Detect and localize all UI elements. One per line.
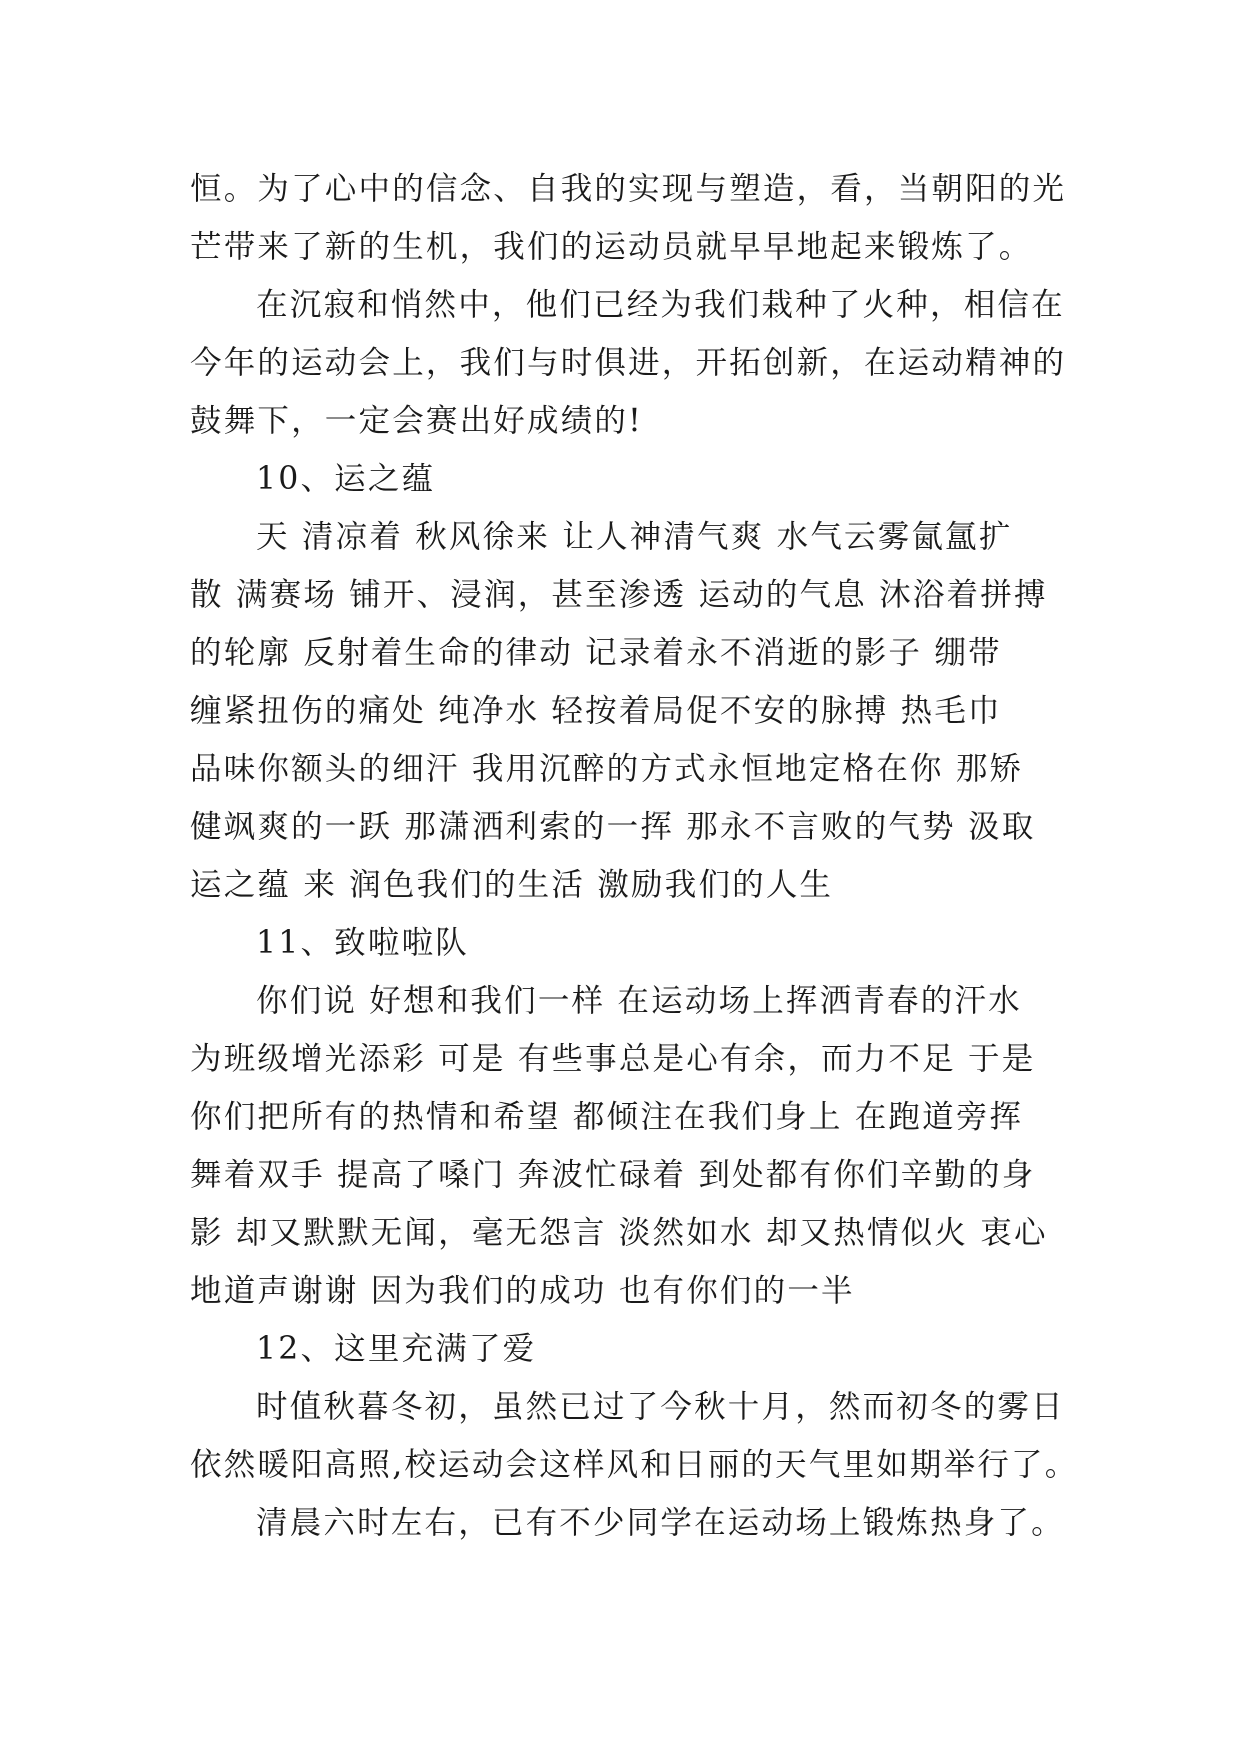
text-line: 芒带来了新的生机，我们的运动员就早早地起来锻炼了。 [190,229,1033,265]
paragraph [190,972,1080,1320]
text-line: 你们说 好想和我们一样 在运动场上挥洒青春的汗水 [256,983,1022,1019]
paragraph [190,508,1080,914]
section-heading [190,450,1080,508]
text-line: 恒。为了心中的信念、自我的实现与塑造，看，当朝阳的光 [190,171,1067,207]
text-line: 地道声谢谢 因为我们的成功 也有你们的一半 [190,1273,855,1309]
text-line: 运之蕴 来 润色我们的生活 激励我们的人生 [190,867,834,903]
text-line: 你们把所有的热情和希望 都倾注在我们身上 在跑道旁挥 [190,1099,1024,1135]
paragraph [190,1378,1080,1494]
document-body [190,160,1080,1552]
text-line: 时值秋暮冬初，虽然已过了今秋十月，然而初冬的雾日 [256,1389,1065,1425]
text-line: 天 清凉着 秋风徐来 让人神清气爽 水气云雾氤氲扩 [256,519,1013,555]
text-line: 清晨六时左右，已有不少同学在运动场上锻炼热身了。 [256,1505,1065,1541]
paragraph [190,1494,1080,1552]
text-line: 舞着双手 提高了嗓门 奔波忙碌着 到处都有你们辛勤的身 [190,1157,1036,1193]
text-line: 在沉寂和悄然中，他们已经为我们栽种了火种，相信在 [256,287,1065,323]
heading-text: 10、运之蕴 [256,461,436,497]
text-line: 鼓舞下，一定会赛出好成绩的! [190,403,643,439]
text-line: 缠紧扭伤的痛处 纯净水 轻按着局促不安的脉搏 热毛巾 [190,693,1002,729]
text-line: 品味你额头的细汗 我用沉醉的方式永恒地定格在你 那矫 [190,751,1024,787]
paragraph [190,160,1080,276]
section-heading [190,914,1080,972]
text-line: 健飒爽的一跃 那潇洒利索的一挥 那永不言败的气势 汲取 [190,809,1036,845]
text-line: 的轮廓 反射着生命的律动 记录着永不消逝的影子 绷带 [190,635,1002,671]
heading-text: 12、这里充满了爱 [256,1331,537,1367]
text-line: 为班级增光添彩 可是 有些事总是心有余，而力不足 于是 [190,1041,1036,1077]
heading-text: 11、致啦啦队 [256,925,469,961]
section-heading [190,1320,1080,1378]
paragraph [190,276,1080,450]
text-line: 今年的运动会上，我们与时俱进，开拓创新，在运动精神的 [190,345,1067,381]
text-line: 影 却又默默无闻，毫无怨言 淡然如水 却又热情似火 衷心 [190,1215,1048,1251]
text-line: 散 满赛场 铺开、浸润，甚至渗透 运动的气息 沐浴着拼搏 [190,577,1048,613]
text-line: 依然暖阳高照,校运动会这样风和日丽的天气里如期举行了。 [190,1447,1079,1483]
